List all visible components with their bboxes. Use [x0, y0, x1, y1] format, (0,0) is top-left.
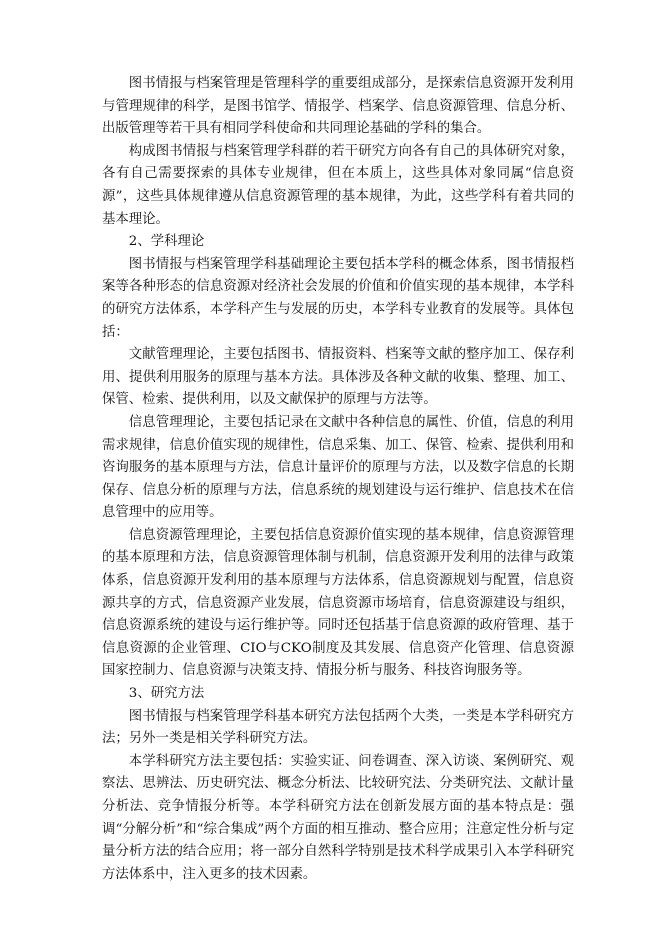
paragraph-discipline-group: 构成图书情报与档案管理学科群的若干研究方向各有自己的具体研究对象，各有自己需要探索的具体专业规律，但在本质上，这些具体对象同属“信息资源”，这些具体规律遵从信息资源管理的基本规律，为此，这些学科有着共同的基本理论。 — [102, 143, 574, 227]
section-heading-methods: 3、研究方法 — [128, 686, 205, 702]
paragraph-information-resource-management-theory: 信息资源管理理论，主要包括信息资源价值实现的基本规律，信息资源管理的基本原理和方法，信息资源管理体制与机制，信息资源开发利用的法律与政策体系，信息资源开发利用的基本原理与方法体系，信息资源规划与配置，信息资源共享的方式，信息资源产业发展，信息资源市场培育，信息资源建设与组织，信息资源系统的建设与运行维护等。同时还包括基于信息资源的政府管理、基于信息资源的企业管理、CIO与CKO制度及其发展、信息资产化管理、信息资源国家控制力、信息资源与决策支持、情报分析与服务、科技咨询服务等。 — [102, 527, 574, 679]
paragraph-discipline-overview: 图书情报与档案管理是管理科学的重要组成部分，是探索信息资源开发利用与管理规律的科学，是图书馆学、情报学、档案学、信息资源管理、信息分析、出版管理等若干具有相同学科使命和共同理论基础的学科的集合。 — [102, 76, 574, 137]
document-body — [102, 73, 574, 886]
section-heading-theory: 2、学科理论 — [128, 234, 205, 250]
paragraph-theory-intro: 图书情报与档案管理学科基础理论主要包括本学科的概念体系，图书情报档案等各种形态的信息资源对经济社会发展的价值和价值实现的基本规律，本学科的研究方法体系，本学科产生与发展的历史，本学科专业教育的发展等。具体包括： — [102, 256, 574, 340]
paragraph-information-management-theory: 信息管理理论，主要包括记录在文献中各种信息的属性、价值，信息的利用需求规律，信息价值实现的规律性，信息采集、加工、保管、检索、提供利用和咨询服务的基本原理与方法，信息计量评价的原理与方法，以及数字信息的长期保存、信息分析的原理与方法，信息系统的规划建设与运行维护、信息技术在信息管理中的应用等。 — [102, 414, 574, 521]
paragraph-methods-intro: 图书情报与档案管理学科基本研究方法包括两个大类，一类是本学科研究方法；另外一类是相关学科研究方法。 — [102, 708, 574, 747]
paragraph-document-management-theory: 文献管理理论，主要包括图书、情报资料、档案等文献的整序加工、保存利用、提供利用服务的原理与基本方法。具体涉及各种文献的收集、整理、加工、保管、检索、提供利用，以及文献保护的原理与方法等。 — [102, 347, 574, 408]
paragraph-methods-detail: 本学科研究方法主要包括：实验实证、问卷调查、深入访谈、案例研究、观察法、思辨法、历史研究法、概念分析法、比较研究法、分类研究法、文献计量分析法、竞争情报分析等。本学科研究方法在创新发展方面的基本特点是：强调“分解分析”和“综合集成”两个方面的相互推动、整合应用；注意定性分析与定量分析方法的结合应用；将一部分自然科学特别是技术科学成果引入本学科研究方法体系中，注入更多的技术因素。 — [102, 753, 574, 882]
